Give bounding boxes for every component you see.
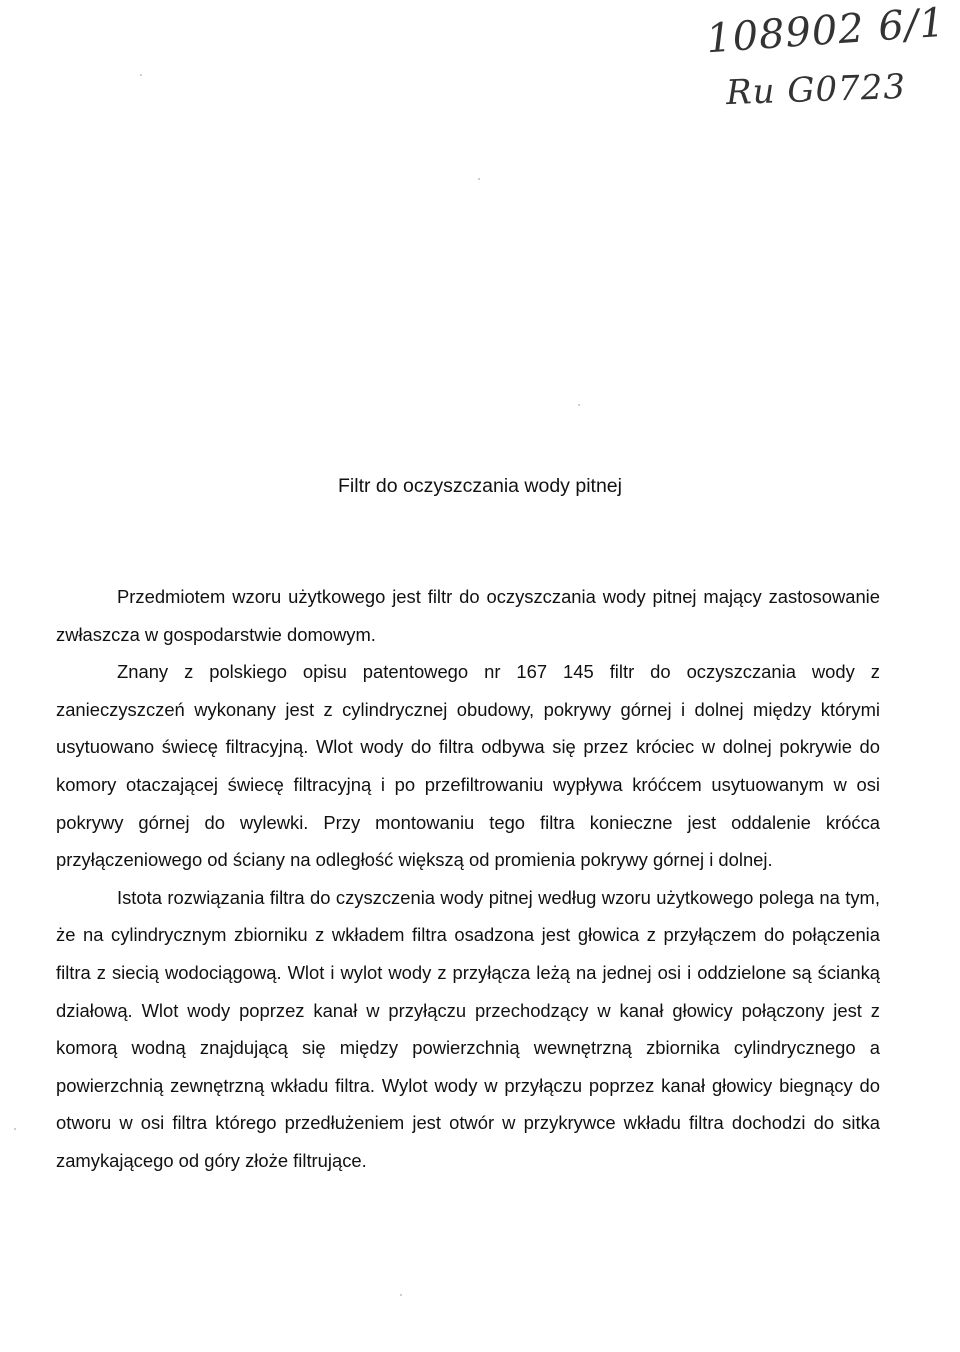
handwritten-document-number: 108902 6/1 (704, 0, 948, 63)
scan-speck (478, 178, 480, 180)
paragraph-subject: Przedmiotem wzoru użytkowego jest filtr do oczyszczania wody pitnej mający zastosowanie zwłaszcza w gospodarstwie domowym. (56, 586, 880, 645)
paragraph-essence: Istota rozwiązania filtra do czyszczenia wody pitnej według wzoru użytkowego polega na tym, że na cylindrycznym zbiorniku z wkładem filtra osadzona jest głowica z przyłączem do połączenia filtra z siecią wodociągową. Wlot i wylot wody z przyłącza leżą na jednej osi i oddzielone są ścianką działową. Wlot wody poprzez kanał w przyłączu przechodzący w kanał głowicy połączony jest z komorą wodną znajdującą się między powierzchnią wewnętrzną zbiornika cylindrycznego a powierzchnią zewnętrzną wkładu filtra. Wylot wody w przyłączu poprzez kanał głowicy biegnący do otworu w osi filtra którego przedłużeniem jest otwór w przykrywce wkładu filtra dochodzi do sitka zamykającego od góry złoże filtrujące. (56, 886, 880, 1171)
scan-speck (140, 74, 142, 76)
scan-speck (578, 404, 580, 406)
document-body (56, 578, 880, 1180)
scan-speck (400, 1294, 402, 1296)
document-title: Filtr do oczyszczania wody pitnej (338, 475, 622, 497)
scan-speck (14, 1128, 16, 1130)
handwritten-registry-code: Ru G0723 (725, 66, 907, 114)
paragraph-prior-art: Znany z polskiego opisu patentowego nr 167 145 filtr do oczyszczania wody z zanieczyszczeń wykonany jest z cylindrycznej obudowy, pokrywy górnej i dolnej między którymi usytuowano świecę filtracyjną. Wlot wody do filtra odbywa się przez króciec w dolnej pokrywie do komory otaczającej świecę filtracyjną i po przefiltrowaniu wypływa króćcem usytuowanym w osi pokrywy górnej do wylewki. Przy montowaniu tego filtra konieczne jest oddalenie króćca przyłączeniowego od ściany na odległość większą od promienia pokrywy górnej i dolnej. (56, 661, 880, 871)
